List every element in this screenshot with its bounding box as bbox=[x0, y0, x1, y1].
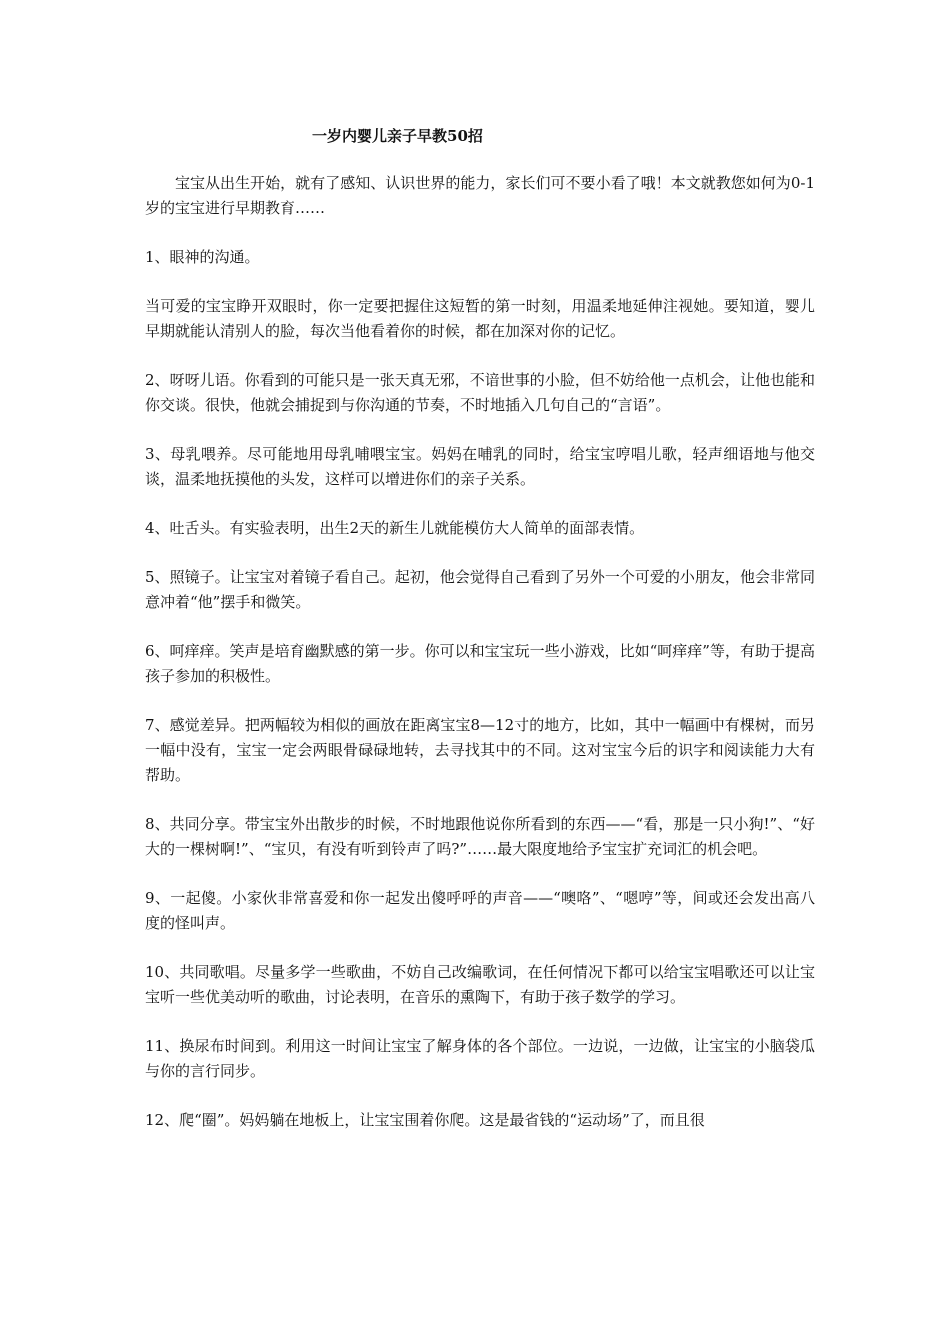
document-body bbox=[145, 171, 815, 1157]
item-3-paragraph: 3、母乳喂养。尽可能地用母乳哺喂宝宝。妈妈在哺乳的同时，给宝宝哼唱儿歌，轻声细语地与他交谈，温柔地抚摸他的头发，这样可以增进你们的亲子关系。 bbox=[145, 445, 815, 488]
item-1-heading: 1、眼神的沟通。 bbox=[145, 248, 260, 266]
item-11-paragraph: 11、换尿布时间到。利用这一时间让宝宝了解身体的各个部位。一边说，一边做，让宝宝的小脑袋瓜与你的言行同步。 bbox=[145, 1037, 815, 1080]
intro-paragraph: 宝宝从出生开始，就有了感知、认识世界的能力，家长们可不要小看了哦！本文就教您如何为0-1岁的宝宝进行早期教育…… bbox=[145, 174, 815, 217]
document-title: 一岁内婴儿亲子早教50招 bbox=[312, 127, 483, 145]
item-6-paragraph: 6、呵痒痒。笑声是培育幽默感的第一步。你可以和宝宝玩一些小游戏，比如“呵痒痒”等，有助于提高孩子参加的积极性。 bbox=[145, 642, 815, 685]
item-10-paragraph: 10、共同歌唱。尽量多学一些歌曲，不妨自己改编歌词，在任何情况下都可以给宝宝唱歌还可以让宝宝听一些优美动听的歌曲，讨论表明，在音乐的熏陶下，有助于孩子数学的学习。 bbox=[145, 963, 815, 1006]
item-7-paragraph: 7、感觉差异。把两幅较为相似的画放在距离宝宝8—12寸的地方，比如，其中一幅画中有棵树，而另一幅中没有，宝宝一定会两眼骨碌碌地转，去寻找其中的不同。这对宝宝今后的识字和阅读能力大有帮助。 bbox=[145, 716, 815, 784]
item-8-paragraph: 8、共同分享。带宝宝外出散步的时候，不时地跟他说你所看到的东西——“看，那是一只小狗!”、“好大的一棵树啊!”、“宝贝，有没有听到铃声了吗?”……最大限度地给予宝宝扩充词汇的机会吧。 bbox=[145, 815, 815, 858]
item-2-paragraph: 2、呀呀儿语。你看到的可能只是一张天真无邪，不谙世事的小脸，但不妨给他一点机会，让他也能和你交谈。很快，他就会捕捉到与你沟通的节奏，不时地插入几句自己的“言语”。 bbox=[145, 371, 815, 414]
item-9-paragraph: 9、一起傻。小家伙非常喜爱和你一起发出傻呼呼的声音——“噢咯”、“嗯哼”等，间或还会发出高八度的怪叫声。 bbox=[145, 889, 815, 932]
item-12-paragraph: 12、爬“圈”。妈妈躺在地板上，让宝宝围着你爬。这是最省钱的“运动场”了，而且很 bbox=[145, 1111, 705, 1129]
item-1-text: 当可爱的宝宝睁开双眼时，你一定要把握住这短暂的第一时刻，用温柔地延伸注视她。要知道，婴儿早期就能认清别人的脸，每次当他看着你的时候，都在加深对你的记忆。 bbox=[145, 297, 815, 340]
item-5-paragraph: 5、照镜子。让宝宝对着镜子看自己。起初，他会觉得自己看到了另外一个可爱的小朋友，他会非常同意冲着“他”摆手和微笑。 bbox=[145, 568, 815, 611]
item-4-paragraph: 4、吐舌头。有实验表明，出生2天的新生儿就能模仿大人简单的面部表情。 bbox=[145, 519, 645, 537]
